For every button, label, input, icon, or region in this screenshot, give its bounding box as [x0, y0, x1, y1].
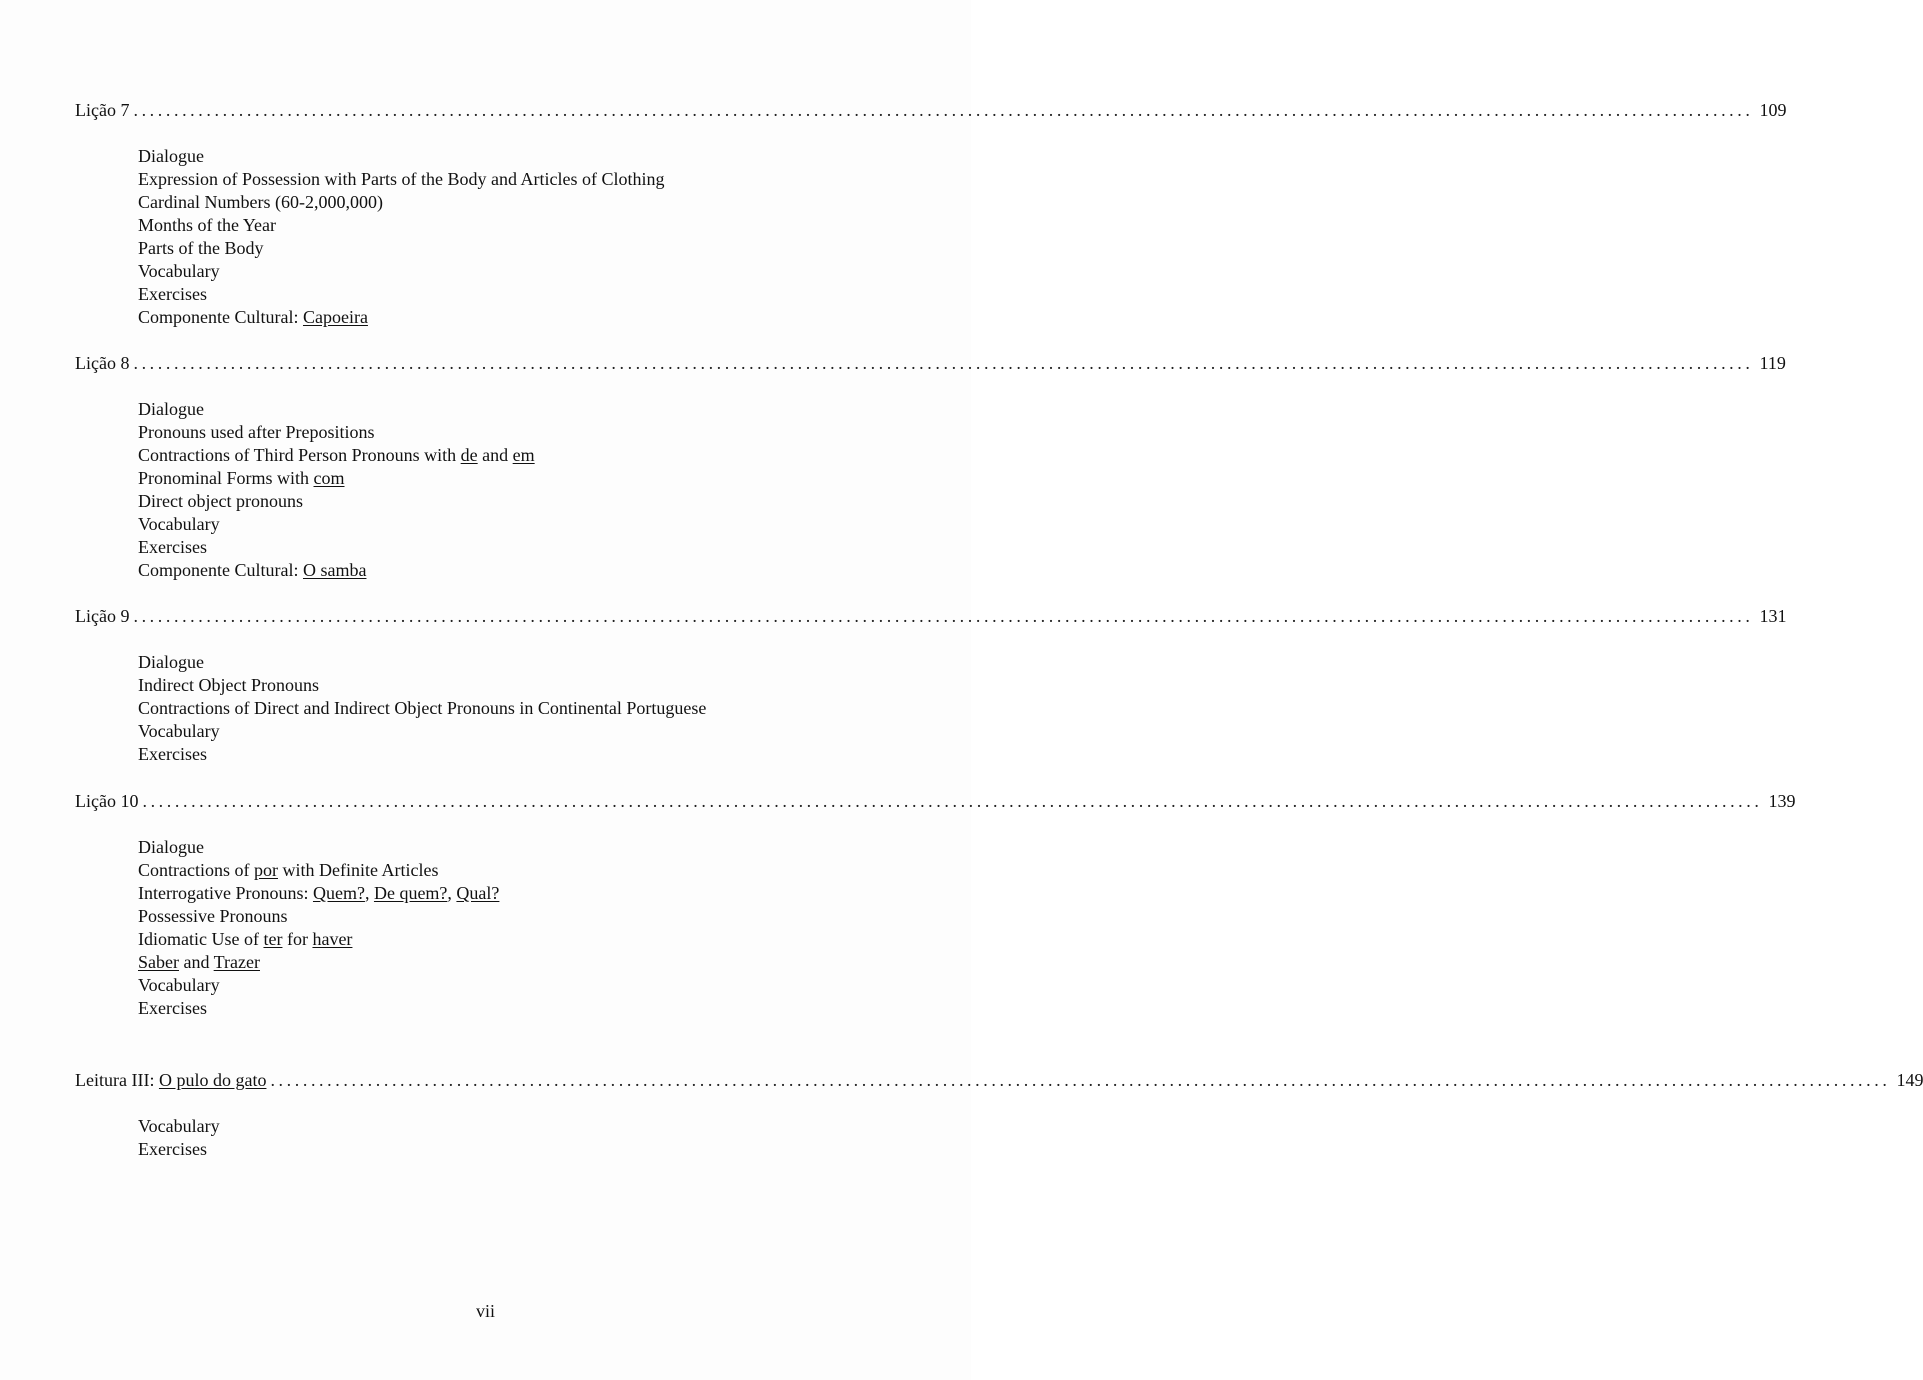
topic-text: Vocabulary — [138, 721, 220, 741]
topic-item — [138, 1138, 220, 1161]
topic-text: Exercises — [138, 1139, 207, 1159]
section-title-prefix: Leitura III: — [75, 1070, 159, 1090]
topic-text: Direct object pronouns — [138, 491, 303, 511]
topic-item — [138, 168, 664, 191]
dot-leader: ........................................................................................................................................................................................................ — [133, 606, 1754, 626]
topic-text: Vocabulary — [138, 975, 220, 995]
section-title — [75, 1069, 270, 1091]
topic-text: and — [178, 952, 214, 972]
topic-item — [138, 145, 664, 168]
topic-item — [138, 1115, 220, 1138]
underlined-term: haver — [312, 929, 353, 949]
topic-text: for — [282, 929, 313, 949]
underlined-term: Quem? — [312, 883, 365, 903]
dot-leader: ........................................................................................................................................................................................................ — [133, 100, 1754, 120]
topic-item — [138, 905, 499, 928]
topic-text: Exercises — [138, 744, 207, 764]
topic-text: Parts of the Body — [138, 238, 264, 258]
section-title-underlined: O pulo do gato — [158, 1070, 267, 1090]
topic-text: Vocabulary — [138, 1116, 220, 1136]
underlined-term: Trazer — [213, 952, 260, 972]
topic-text: Interrogative Pronouns: — [138, 883, 313, 903]
topic-text: Contractions of Third Person Pronouns with — [138, 445, 461, 465]
topic-list — [138, 836, 499, 1020]
topic-item — [138, 882, 499, 905]
dot-leader: ........................................................................................................................................................................................................ — [270, 1070, 1891, 1090]
page-folio: vii — [475, 1301, 495, 1321]
topic-item — [138, 191, 664, 214]
underlined-term: com — [313, 468, 345, 488]
dot-leader: ........................................................................................................................................................................................................ — [142, 791, 1763, 811]
topic-list — [138, 651, 706, 766]
page-number: 131 — [1759, 606, 1787, 626]
topic-text: Expression of Possession with Parts of the Body and Articles of Clothing — [138, 169, 665, 189]
page-number: 139 — [1768, 791, 1796, 811]
topic-text: with Definite Articles — [277, 860, 439, 880]
topic-text: Months of the Year — [138, 215, 276, 235]
topic-item — [138, 743, 706, 766]
topic-text: Dialogue — [138, 399, 204, 419]
underlined-term: Capoeira — [302, 307, 368, 327]
topic-item — [138, 260, 664, 283]
topic-item — [138, 651, 706, 674]
underlined-term: O samba — [302, 560, 367, 580]
underlined-term: Saber — [138, 952, 179, 972]
underlined-term: De quem? — [373, 883, 448, 903]
topic-text: Vocabulary — [138, 514, 220, 534]
topic-text: Idiomatic Use of — [138, 929, 264, 949]
topic-item — [138, 513, 535, 536]
underlined-term: Qual? — [456, 883, 500, 903]
toc-heading-licao-9[interactable] — [75, 605, 1787, 627]
topic-item — [138, 997, 499, 1020]
topic-item — [138, 536, 535, 559]
topic-list — [138, 398, 535, 582]
page-number: 119 — [1759, 353, 1786, 373]
topic-item — [138, 836, 499, 859]
page-number: 149 — [1896, 1070, 1923, 1090]
topic-item — [138, 306, 664, 329]
topic-text: Pronominal Forms with — [138, 468, 314, 488]
topic-item — [138, 214, 664, 237]
topic-text: , — [364, 883, 374, 903]
topic-item — [138, 444, 535, 467]
section-title: Lição 8 — [75, 353, 130, 373]
topic-item — [138, 467, 535, 490]
section-title: Lição 9 — [75, 606, 130, 626]
topic-text: Dialogue — [138, 146, 204, 166]
topic-item — [138, 720, 706, 743]
topic-text: Contractions of Direct and Indirect Object Pronouns in Continental Portuguese — [138, 698, 707, 718]
topic-text: Possessive Pronouns — [138, 906, 288, 926]
topic-item — [138, 859, 499, 882]
topic-text: Exercises — [138, 284, 207, 304]
underlined-term: em — [512, 445, 535, 465]
toc-heading-licao-8[interactable] — [75, 352, 1786, 374]
page-number: 109 — [1759, 100, 1787, 120]
topic-text: , — [447, 883, 457, 903]
topic-text: Pronouns used after Prepositions — [138, 422, 375, 442]
topic-item — [138, 398, 535, 421]
dot-leader: ........................................................................................................................................................................................................ — [133, 353, 1754, 373]
topic-text: Componente Cultural: — [138, 560, 303, 580]
topic-text: Exercises — [138, 537, 207, 557]
topic-text: Dialogue — [138, 837, 204, 857]
topic-item — [138, 674, 706, 697]
topic-item — [138, 697, 706, 720]
topic-text: Cardinal Numbers (60-2,000,000) — [138, 192, 383, 212]
topic-text: Exercises — [138, 998, 207, 1018]
underlined-term: ter — [263, 929, 283, 949]
topic-item — [138, 974, 499, 997]
topic-list — [138, 1115, 220, 1161]
topic-item — [138, 237, 664, 260]
topic-item — [138, 928, 499, 951]
underlined-term: por — [253, 860, 278, 880]
toc-heading-licao-10[interactable] — [75, 790, 1796, 812]
underlined-term: de — [460, 445, 478, 465]
topic-text: Vocabulary — [138, 261, 220, 281]
toc-heading-leitura-3[interactable] — [75, 1069, 1923, 1091]
topic-list — [138, 145, 664, 329]
toc-heading-licao-7[interactable] — [75, 99, 1787, 121]
topic-text: Dialogue — [138, 652, 204, 672]
topic-text: and — [477, 445, 513, 465]
topic-item — [138, 421, 535, 444]
section-title: Lição 7 — [75, 100, 130, 120]
topic-text: Contractions of — [138, 860, 254, 880]
topic-text: Indirect Object Pronouns — [138, 675, 319, 695]
section-title: Lição 10 — [75, 791, 139, 811]
topic-item — [138, 559, 535, 582]
topic-text: Componente Cultural: — [138, 307, 303, 327]
topic-item — [138, 951, 499, 974]
topic-item — [138, 283, 664, 306]
topic-item — [138, 490, 535, 513]
